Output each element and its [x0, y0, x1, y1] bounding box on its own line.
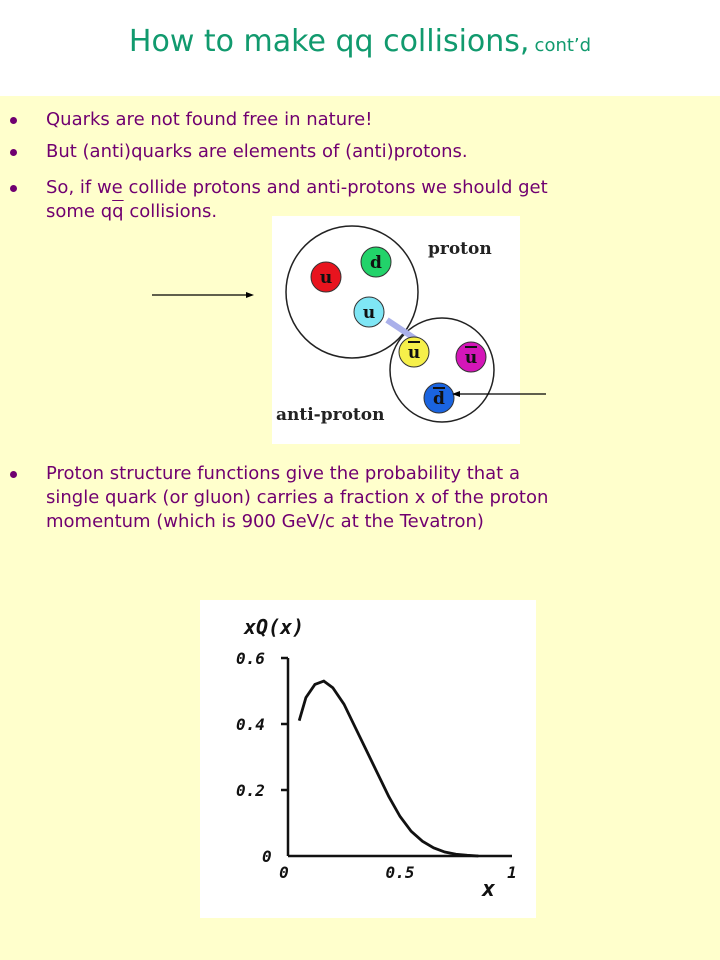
quark-label: u	[362, 303, 376, 323]
bullet-line: single quark (or gluon) carries a fraction x of the proton	[46, 487, 549, 508]
arrow-left-icon	[452, 386, 548, 402]
quark-label: d	[370, 253, 382, 273]
quark-label: u	[407, 343, 421, 363]
x-tick-label: 0.5	[385, 863, 415, 882]
x-tick-label: 0	[279, 863, 289, 882]
quark-label: d	[433, 389, 445, 409]
y-axis-label: xQ(x)	[244, 615, 305, 639]
title-band	[0, 0, 720, 96]
y-tick-label: 0	[262, 847, 272, 866]
bullet-dot	[10, 117, 17, 124]
antiquark-symbol: $\overline{q}$	[112, 201, 124, 222]
bullet-dot	[10, 149, 17, 156]
title-suffix: cont’d	[534, 35, 592, 56]
quark-label: u	[319, 268, 333, 288]
x-tick-label: 1	[507, 863, 517, 882]
title-main: How to make qq collisions,	[128, 24, 530, 59]
y-tick-label: 0.2	[236, 781, 265, 800]
bullet-line: So, if we collide protons and anti-protons we should get	[46, 177, 548, 198]
quark-label: u	[464, 348, 478, 368]
bullet-text: But (anti)quarks are elements of (anti)protons.	[46, 141, 468, 162]
arrow-right-icon	[150, 287, 260, 303]
antiproton-label: anti-proton	[276, 405, 385, 425]
bullet-dot	[10, 471, 17, 478]
bullet-line: Proton structure functions give the probability that a	[46, 463, 520, 484]
y-tick-label: 0.4	[236, 715, 265, 734]
x-axis-label: x	[482, 877, 496, 902]
proton-antiproton-diagram	[272, 216, 520, 444]
bullet-line-suffix: collisions.	[123, 201, 218, 222]
proton-label: proton	[428, 239, 492, 259]
y-tick-label: 0.6	[236, 649, 265, 668]
structure-function-plot	[200, 600, 536, 918]
bullet-line: momentum (which is 900 GeV/c at the Tevatron)	[46, 511, 484, 532]
slide-title	[0, 24, 720, 59]
bullet-text: Quarks are not found free in nature!	[46, 109, 373, 130]
bullet-dot	[10, 185, 17, 192]
bullet-text	[46, 462, 686, 534]
bullet-line-prefix: some q	[46, 201, 113, 222]
proton-circle	[286, 226, 418, 358]
